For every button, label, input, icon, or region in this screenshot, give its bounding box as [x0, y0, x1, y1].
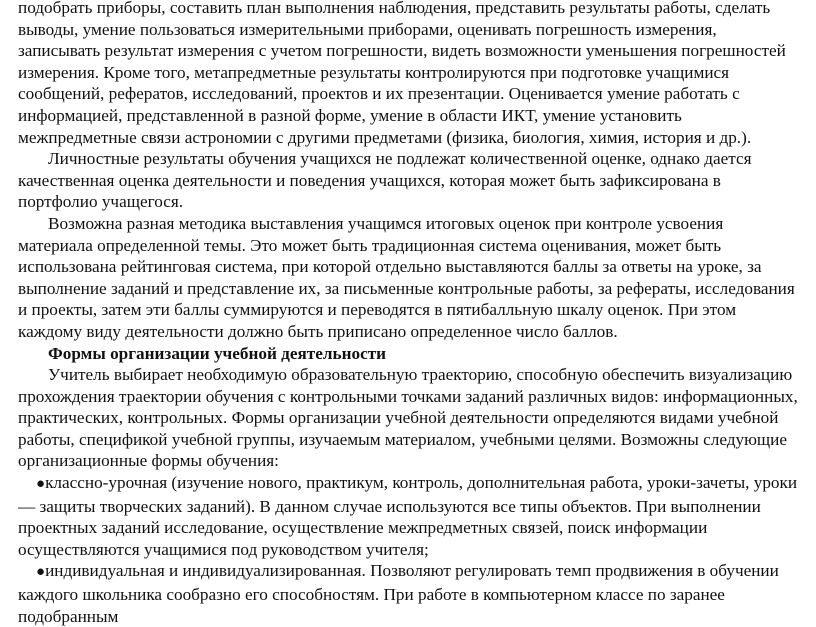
document-page — [18, 0, 798, 627]
list-item-individual-form — [18, 560, 798, 627]
paragraph-grading-methods: Возможна разная методика выставления учащимся итоговых оценок при контроле усвоения материала определенной темы. Это может быть традиционная система оценивания, может быть использована рейтинговая система, при которой отдельно выставляются баллы за ответы на уроке, за выполнение заданий и представление их, за письменные контрольные работы, за рефераты, исследования и проекты, затем эти баллы суммируются и переводятся в пятибалльную шкалу оценок. При этом каждому виду деятельности должно быть приписано определенное число баллов. — [18, 213, 795, 341]
section-heading: Формы организации учебной деятельности — [48, 343, 387, 363]
list-item-classroom-form — [18, 472, 798, 560]
paragraph-metasubject-results: подобрать приборы, составить план выполнения наблюдения, представить результаты работы, сделать выводы, умение пользоваться измерительными приборами, оценивать погрешность измерения, записывать результат измерения с учетом погрешности, видеть возможности уменьшения погрешностей измерения. Кроме того, метапредметные результаты контролируются при подготовке учащимися сообщений, рефератов, исследований, проектов и их презентации. Оценивается умение работать с информацией, представленной в разной форме, умение в области ИКТ, умение установить межпредметные связи астрономии с другими предметами (физика, биология, химия, история и др.). — [18, 0, 786, 147]
bullet-icon: ● — [36, 564, 46, 581]
paragraph-personal-results: Личностные результаты обучения учащихся не подлежат количественной оценке, однако дается качественная оценка деятельности и поведения учащихся, которая может быть зафиксирована в портфолио учащегося. — [18, 149, 752, 212]
bullet-icon: ● — [36, 476, 46, 493]
paragraph-learning-trajectory: Учитель выбирает необходимую образовательную траекторию, способную обеспечить визуализацию прохождения траектории обучения с контрольными точками заданий различных видов: информационных, практических, контрольных. Формы организации учебной деятельности определяются видами учебной работы, спецификой учебной группы, изучаемым материалом, учебными целями. Возможны следующие организационные формы обучения: — [18, 365, 798, 471]
list-item-text: индивидуальная и индивидуализированная. Позволяют регулировать темп продвижения в обучении каждого школьника сообразно его способностям. При работе в компьютерном классе по заранее подобранным — [18, 561, 779, 626]
list-item-text: классно-урочная (изучение нового, практикум, контроль, дополнительная работа, уроки-зачеты, уроки — защиты творческих заданий). В данном случае используются все типы объектов. При выполнении проектных заданий исследование, осуществление межпредметных связей, поиск информации осуществляются учащимися под руководством учителя; — [18, 473, 798, 559]
